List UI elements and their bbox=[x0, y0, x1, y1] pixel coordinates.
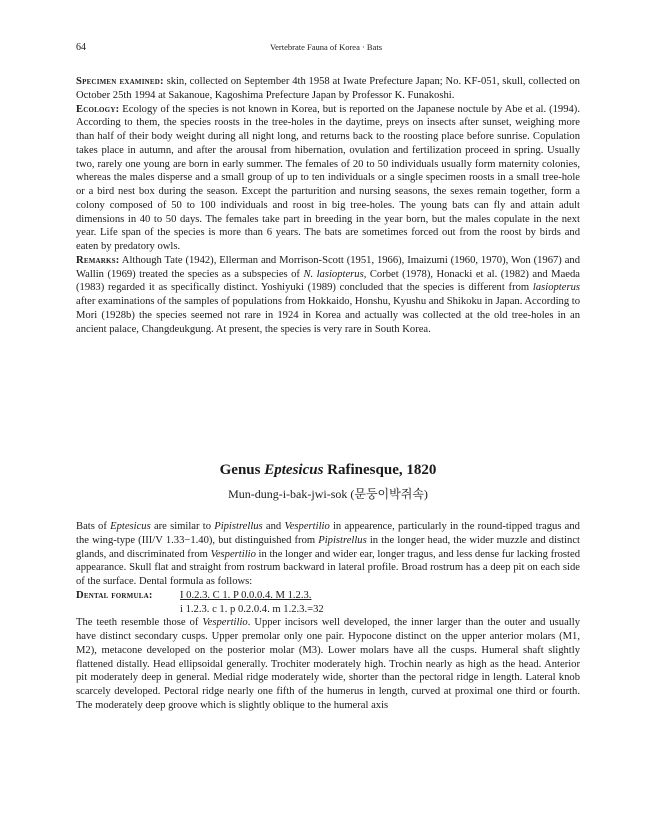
genus-name-italic: Eptesicus bbox=[264, 462, 324, 478]
specimen-label: Specimen examined: bbox=[76, 76, 164, 87]
genus-korean-name: Mun-dung-i-bak-jwi-sok (문둥이박쥐속) bbox=[228, 487, 428, 501]
genus-name-italic: Vespertilio bbox=[202, 617, 248, 629]
teeth-paragraph bbox=[76, 616, 580, 712]
body-text: in appearence, particularly in the round-tipped tragus and the wing-type (III/V 1.33−1.40), but distinguished from bbox=[76, 521, 580, 546]
genus-name-italic: Pipistrellus bbox=[214, 521, 263, 532]
remarks-label: Remarks: bbox=[76, 254, 120, 266]
specimen-text: skin, collected on September 4th 1958 at Iwate Prefecture Japan; No. KF-051, skull, collected on October 25th 1994 at Sakanoue, Kagoshima Prefecture Japan by Professor K. Funakoshi. bbox=[76, 76, 580, 101]
dental-formula-label: Dental formula: bbox=[76, 589, 153, 601]
genus-heading-text: Genus bbox=[219, 462, 265, 478]
genus-description-section bbox=[76, 520, 580, 713]
body-text: Bats of bbox=[76, 521, 111, 532]
page-number: 64 bbox=[76, 42, 86, 53]
remarks-paragraph bbox=[76, 254, 580, 337]
genus-name-italic: Eptesicus bbox=[110, 521, 151, 532]
species-name-italic: N. lasiopterus bbox=[303, 268, 364, 280]
genus-name-italic: Pipistrellus bbox=[318, 534, 367, 546]
genus-heading-text: Rafinesque, 1820 bbox=[323, 462, 437, 478]
ecology-label: Ecology: bbox=[76, 103, 120, 115]
species-account-section bbox=[76, 75, 580, 336]
dental-formula-upper-row bbox=[76, 589, 580, 603]
ecology-text: Ecology of the species is not known in Korea, but is reported on the Japanese noctule by Abe et al. (1994). According to them, the species roosts in the tree-holes in the daytime, preys on insects after sunset, weighing more than half of their body weight during all night long, and returns back to the roosting place before sunrise. Copulation takes place in autumn, and after the arousal from hibernation, ovulation and fertilization proceed in spring. Usually two, rarely one young are born in early summer. The females of 20 to 50 individuals usually form maternity colonies, whereas the males disperse and a small group of up to ten individuals or a single specimen roosts in a small tree-hole or a bird nest box during the season. Except the parturition and nursing seasons, the sexes remain together, form a colony composed of 50 to 100 individuals and roost in big tree-holes. The young bats can fly and attain adult dimensions in 40 to 50 days. The females take part in breeding in the year born, but the males copulate in the next year. Life span of the species is more than 6 years. The bats are sometimes forced out from the roost by birds and eaten by predatory owls. bbox=[76, 103, 580, 252]
species-name-italic: lasiopterus bbox=[532, 282, 580, 294]
body-text: and bbox=[262, 521, 285, 532]
dental-formula-upper: I 0.2.3. C 1. P 0.0.0.4. M 1.2.3. bbox=[180, 589, 312, 601]
genus-heading bbox=[76, 462, 580, 479]
running-title: Vertebrate Fauna of Korea · Bats bbox=[269, 42, 383, 52]
body-text: are similar to bbox=[150, 521, 215, 532]
remarks-text: after examinations of the samples of populations from Hokkaido, Honshu, Kyushu and Shikoku in Japan. According to Mori (1928b) the species seemed not rare in 1924 in Korea and actually was collected at the old tree-holes in an ancient palace, Changdeukgung. At present, the species is very rare in South Korea. bbox=[76, 296, 581, 335]
dental-formula-lower: i 1.2.3. c 1. p 0.2.0.4. m 1.2.3.=32 bbox=[180, 603, 324, 615]
ecology-paragraph bbox=[76, 103, 580, 254]
specimen-paragraph bbox=[76, 75, 580, 103]
body-text: . Upper incisors well developed, the inner larger than the outer and usually have distinct secondary cusps. Upper premolar only one pair. Hypocone distinct on the upper anterior molars (M1, M2), metacone developed on the posterior molar (M3). Lower molars have all the cusps. Humeral shaft slightly flattened distally. Head ellipsoidal generally. Trochiter moderately high. Trochin nearly as high as the head. Anterior pit moderately deep in general. Medial ridge moderately wide, shorter than the pectoral ridge in length. Lateral knob scarcely developed. Pectoral ridge nearly one fifth of the humerus in length, curved at proximal one third or fourth. The moderately deep groove which is slightly oblique to the humeral axis bbox=[76, 617, 580, 711]
genus-name-italic: Vespertilio bbox=[284, 521, 330, 532]
remarks-text: Although Tate (1942), Ellerman and Morrison-Scott (1951, 1966), Imaizumi (1960, 1970), Won (1967) and Wallin (1969) treated the species as a subspecies of bbox=[76, 254, 580, 280]
page-header bbox=[76, 42, 576, 56]
genus-name-italic: Vespertilio bbox=[210, 548, 256, 560]
body-text: in the longer head, the wider muzzle and distinct glands, and discriminated from bbox=[76, 534, 580, 560]
intro-paragraph bbox=[76, 520, 580, 589]
body-text: The teeth resemble those of bbox=[76, 617, 203, 629]
body-text: in the longer and wider ear, longer tragus, and less dense fur lacking frosted appearance. Skull flat and straight from rostrum backward in lateral profile. Broad rostrum has a deep pit on each side of the surface. Dental formula as follows: bbox=[76, 548, 580, 587]
remarks-text: , Corbet (1978), Honacki et al. (1982) and Maeda (1983) regarded it as specifically distinct. Yoshiyuki (1989) concluded that the species is different from bbox=[76, 268, 581, 294]
